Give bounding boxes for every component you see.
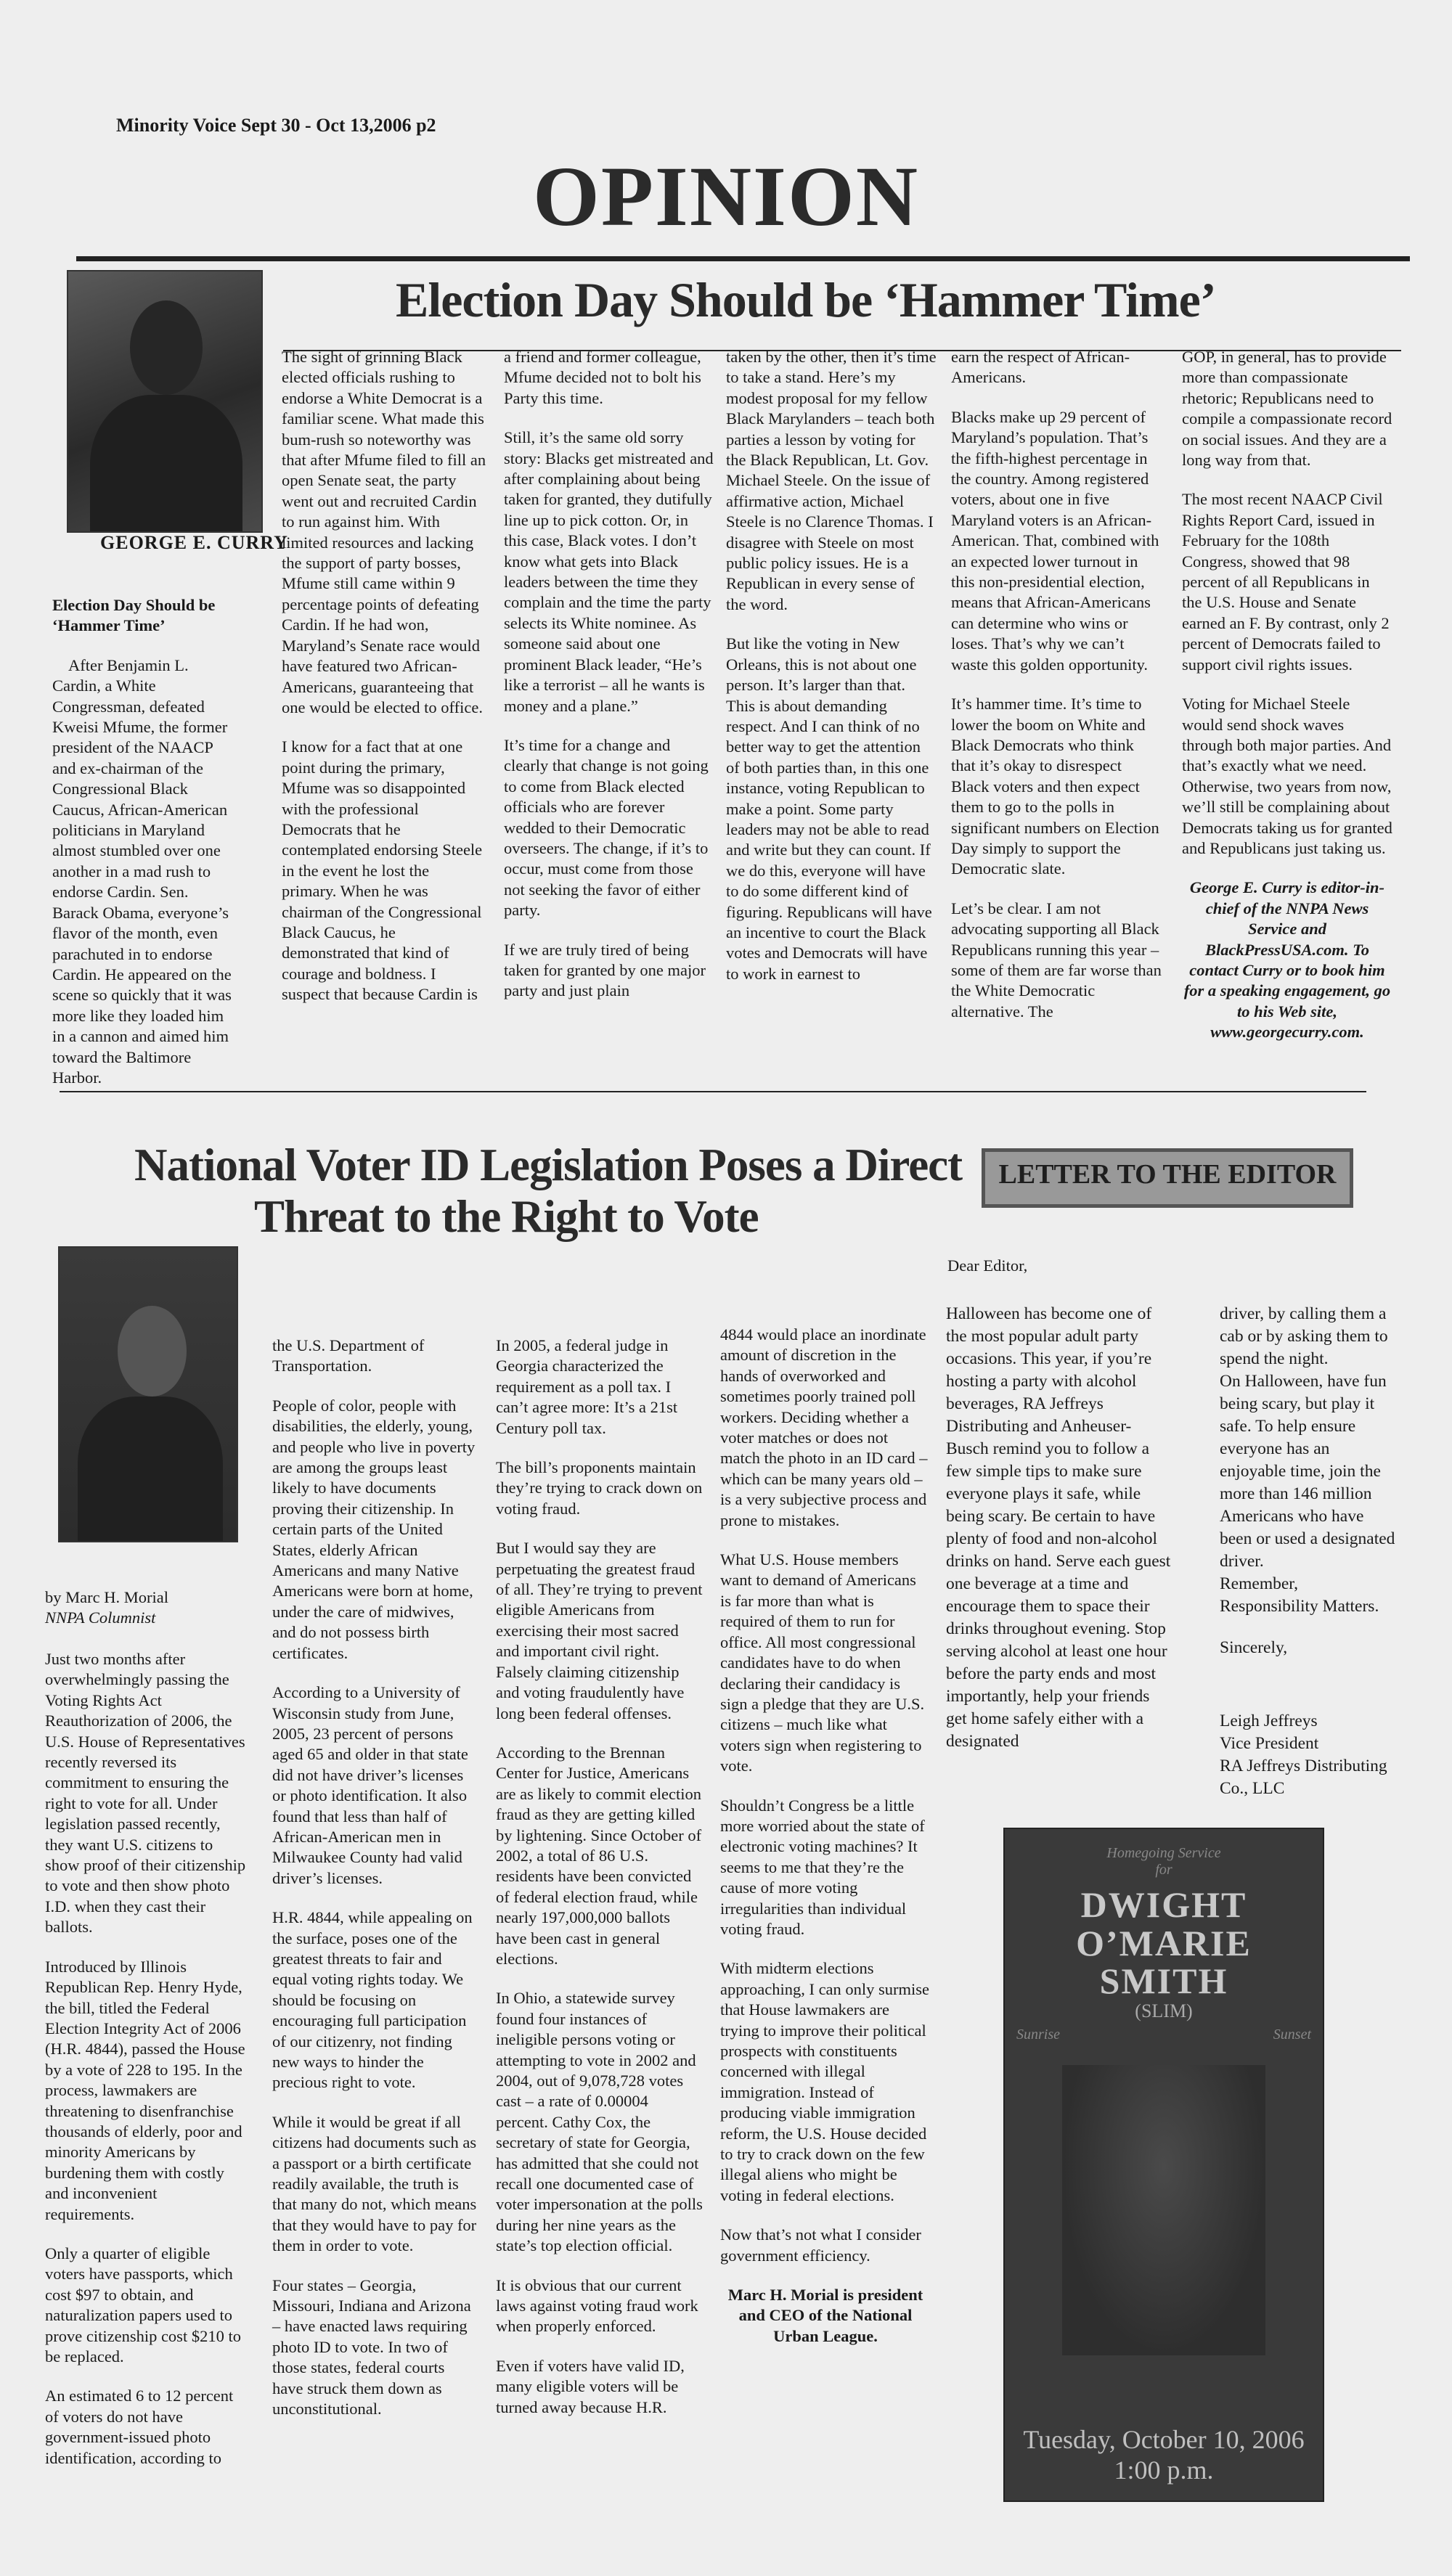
paragraph: driver, by calling them a cab or by asking them to spend the night. [1220, 1304, 1388, 1368]
paragraph: GOP, in general, has to provide more than compassionate rhetoric; Republicans need to compile a compassionate record on social issues. And they are a long way from that. [1182, 348, 1392, 470]
letter-salutation: Dear Editor, [947, 1256, 1028, 1275]
paragraph: Still, it’s the same old sorry story: Blacks get mistreated and after complaining about being taken for granted, they dutifully line up to pick cotton. Or, in this case, Black votes. I don’t know what gets into Black leaders between the time they complain and the time the party selects its White nominee. As someone said about one prominent Black leader, “He’s like a terrorist – all he wants is money and a plane.” [504, 428, 714, 715]
paragraph: Introduced by Illinois Republican Rep. Henry Hyde, the bill, titled the Federal Election Integrity Act of 2006 (H.R. 4844), passed the House by a vote of 228 to 195. In the process, lawmakers are threatening to disenfranchise thousands of elderly, poor and minority Americans by burdening them with costly and inconvenient requirements. [45, 1957, 245, 2223]
article-headline: Election Day Should be ‘Hammer Time’ [396, 272, 1216, 327]
paragraph: It’s time for a change and clearly that change is not going to come from Black elected officials who are forever wedded to their Democratic overseers. The change, if it’s to occur, must come from those not seeking the favor of either party. [504, 735, 709, 920]
paragraph: Only a quarter of eligible voters have passports, which cost $97 to obtain, and naturalization papers used to prove citizenship cost $210 to be replaced. [45, 2244, 241, 2366]
letter-section-label: LETTER TO THE EDITOR [982, 1148, 1353, 1208]
byline-role: NNPA Columnist [45, 1608, 156, 1627]
paragraph: The most recent NAACP Civil Rights Report Card, issued in February for the 108th Congress, showed that 98 percent of all Republicans in the U.S. House and Senate earned an F. By contrast, only 2 percent of Democrats failed to support civil rights issues. [1182, 490, 1390, 674]
paragraph: Halloween has become one of the most popular adult party occasions. This year, if you’re hosting a party with alcohol beverages, RA Jeffreys Distributing and Anheuser-Busch remind you to follow a few simple tips to make sure everyone plays it safe, while being scary. Be certain to have plenty of food and non-alcohol drinks on hand. Serve each guest one beverage at a time and encourage them to space their drinks throughout evening. Stop serving alcohol at least one hour before the party ends and most importantly, help your friends get home safely either with a designated [946, 1304, 1171, 1751]
author-photo-curry [67, 270, 263, 533]
section-divider [60, 1091, 1366, 1092]
column-kicker: Election Day Should be ‘Hammer Time’ [52, 596, 216, 635]
paragraph: taken by the other, then it’s time to take a stand. Here’s my modest proposal for my fellow Black Marylanders – teach both parties a lesson by voting for the Black Republican, Lt. Gov. Michael Steele. On the issue of affirmative action, Michael Steele is no Clarence Thomas. I disagree with Steele on most public policy issues. He is a Republican in every sense of the word. [726, 348, 937, 613]
paragraph: Remember, Responsibility Matters. [1220, 1574, 1379, 1616]
article-headline-line2: Threat to the Right to Vote [254, 1191, 759, 1242]
article-column [45, 1649, 247, 2487]
paragraph: After Benjamin L. Cardin, a White Congressman, defeated Kweisi Mfume, the former president of the NAACP and ex-chairman of the Congressional Black Caucus, African-American politicians in Maryland almost stumbled over one another in a mad rush to endorse Cardin. Sen. Barack Obama, everyone’s flavor of the month, even parachuted in to endorse Cardin. He appeared on the scene so quickly that it was more like they loaded him in a cannon and aimed him toward the Baltimore Harbor. [52, 655, 232, 1087]
paragraph: a friend and former colleague, Mfume decided not to bolt his Party this time. [504, 348, 701, 407]
issue-folio: Minority Voice Sept 30 - Oct 13,2006 p2 [116, 115, 436, 136]
byline-author: by Marc H. Morial [45, 1588, 168, 1606]
paragraph: If we are truly tired of being taken for granted by one major party and just plain [504, 940, 706, 1000]
author-caption: GEORGE E. CURRY [100, 532, 288, 553]
paragraph: But I would say they are perpetuating the greatest fraud of all. They’re trying to prevent eligible Americans from exercising their most sacred and important civil right. Falsely claiming citizenship and voting fraudulently have long been federal offenses. [496, 1539, 703, 1722]
article-column [52, 595, 234, 1107]
paragraph: Let’s be clear. I am not advocating supporting all Black Republicans running this year – some of them are far worse than the White Democratic alternative. The [951, 899, 1162, 1021]
paragraph: It’s hammer time. It’s time to lower the boom on White and Black Democrats who think that it’s okay to disrespect Black voters and then expect them to go to the polls in significant numbers on Election Day simply to support the Democratic slate. [951, 695, 1159, 878]
poster-nickname: (SLIM) [1135, 2000, 1193, 2021]
byline [45, 1587, 241, 1629]
letter-closing: Sincerely, [1220, 1638, 1288, 1657]
paragraph: H.R. 4844, while appealing on the surface, poses one of the greatest threats to fair and equal voting rights today. We should be focusing on encouraging full participation of our citizenry, not finding new ways to hinder the precious right to vote. [272, 1908, 473, 2092]
paragraph: Now that’s not what I consider government efficiency. [720, 2225, 921, 2265]
paragraph: On Halloween, have fun being scary, but play it safe. To help ensure everyone has an enjoyable time, join the more than 146 million Americans who have been or used a designated driver. [1220, 1372, 1395, 1571]
header-rule [76, 256, 1410, 261]
article-column [504, 347, 714, 1021]
paragraph: According to a University of Wisconsin study from June, 2005, 23 percent of persons aged 65 and older in that state did not have driver’s licenses or photo identification. It also found that less than half of African-American men in Milwaukee County had valid driver’s licenses. [272, 1683, 468, 1887]
letter-signature: Leigh Jeffreys [1220, 1712, 1318, 1730]
article-column [496, 1336, 703, 2437]
paragraph: The sight of grinning Black elected officials rushing to endorse a White Democrat is a familiar scene. What made this bum-rush so noteworthy was that after Mfume filed to fill an open Senate seat, the party went out and recruited Cardin to run against him. With limited resources and lacking the support of party bosses, Mfume still came within 9 percentage points of defeating Cardin. If he had won, Maryland’s Senate race would have featured two African-Americans, guaranteeing that one would be elected to office. [282, 348, 486, 716]
letter-column [1220, 1303, 1398, 1800]
paragraph: People of color, people with disabilities, the elderly, young, and people who live in poverty are among the groups least likely to have documents proving their citizenship. In certain parts of the United States, elderly African Americans and many Native Americans were born at home, under the care of midwives, and do not possess birth certificates. [272, 1396, 476, 1662]
paragraph: Voting for Michael Steele would send shock waves through both major parties. And that’s exactly what we need. Otherwise, two years from now, we’ll still be complaining about Democrats taking us for granted and Republicans just taking us. [1182, 695, 1392, 857]
paragraph: Blacks make up 29 percent of Maryland’s population. That’s the fifth-highest percentage in the country. Among registered voters, about one in five Maryland voters is an African-American. That, combined with an expected lower turnout in this non-presidential election, means that African-Americans can determine who wins or loses. That’s why we can’t waste this golden opportunity. [951, 407, 1159, 674]
article-column [951, 347, 1162, 1041]
poster-photo [1062, 2065, 1265, 2355]
paragraph: Even if voters have valid ID, many eligible voters will be turned away because H.R. [496, 2356, 685, 2416]
letter-column [946, 1303, 1171, 1772]
paragraph: In Ohio, a statewide survey found four instances of ineligible persons voting or attempting to vote in 2002 and 2004, out of 9,078,728 votes cast – a rate of 0.00004 percent. Cathy Cox, the secretary of state for Georgia, has admitted that she could not recall one documented case of voter impersonation at the polls during her nine years as the state’s top election official. [496, 1989, 703, 2255]
paragraph: An estimated 6 to 12 percent of voters do not have government-issued photo identification, according to [45, 2387, 234, 2467]
paragraph: Shouldn’t Congress be a little more worried about the state of electronic voting machines? It seems to me that they’re the cause of more voting irregularities than individual voting fraud. [720, 1796, 925, 1938]
article-column [726, 347, 937, 1003]
paragraph: But like the voting in New Orleans, this is not about one person. It’s larger than that. This is about demanding respect. And I can think of no better way to get the attention of both parties than, in this one instance, voting Republican to make a point. Some party leaders may not be able to read and write but they can count. If we do this, everyone will have to do some different kind of figuring. Republicans will have an incentive to court the Black votes and Democrats will have to work in earnest to [726, 634, 932, 983]
paragraph: It is obvious that our current laws against voting fraud work when properly enforced. [496, 2276, 698, 2336]
paragraph: I know for a fact that at one point during the primary, Mfume was so disappointed with the professional Democrats that he contemplated endorsing Steele in the event he lost the primary. When he was chairman of the Congressional Black Caucus, he demonstrated that kind of courage and boldness. I suspect that because Cardin is [282, 737, 483, 1004]
author-bio: George E. Curry is editor-in-chief of the NNPA News Service and BlackPressUSA.com. To contact Curry or to book him for a speaking engagement, go to his Web site, www.georgecurry.com. [1183, 878, 1391, 1042]
letter-signer-title: Vice President [1220, 1734, 1319, 1753]
poster-date: Tuesday, October 10, 2006 [1023, 2424, 1305, 2454]
paragraph: Just two months after overwhelmingly passing the Voting Rights Act Reauthorization of 2006, the U.S. House of Representatives recently reversed its commitment to ensuring the right to vote for all. Under legislation passed recently, they want U.S. citizens to show proof of their citizenship to vote and then show photo I.D. when they cast their ballots. [45, 1650, 246, 1937]
paragraph: the U.S. Department of Transportation. [272, 1336, 425, 1375]
memorial-notice [1003, 1828, 1324, 2502]
section-title: OPINION [533, 149, 919, 244]
poster-time: 1:00 p.m. [1114, 2455, 1214, 2485]
poster-heading-for: for [1155, 1862, 1172, 1878]
paragraph: The bill’s proponents maintain they’re trying to crack down on voting fraud. [496, 1458, 703, 1518]
poster-name-line2: SMITH [1099, 1960, 1228, 2001]
paragraph: Four states – Georgia, Missouri, Indiana and Arizona – have enacted laws requiring photo ID to vote. In two of those states, federal courts have struck them down as unconstitutional. [272, 2276, 471, 2418]
author-photo-morial [58, 1246, 238, 1542]
article-column [272, 1336, 479, 2439]
paragraph: While it would be great if all citizens had documents such as a passport or a birth certificate readily available, the truth is that many do not, which means that they would have to pay for them in order to vote. [272, 2112, 477, 2255]
paragraph: What U.S. House members want to demand of Americans is far more than what is required of them to run for office. All most congressional candidates have to do when declaring their candidacy is sign a pledge that they are U.S. citizens – much like what voters sign when registering to vote. [720, 1550, 925, 1775]
article-column [1182, 347, 1392, 1062]
paragraph: In 2005, a federal judge in Georgia characterized the requirement as a poll tax. I can’t agree more: It’s a 21st Century poll tax. [496, 1336, 678, 1437]
paragraph: According to the Brennan Center for Justice, Americans are as likely to commit election fraud as they are getting killed by lightening. Since October of 2002, a total of 86 U.S. residents have been convicted of federal election fraud, while nearly 197,000,000 ballots have been cast in general elections. [496, 1743, 702, 1968]
paragraph: earn the respect of African-Americans. [951, 348, 1130, 387]
poster-sunset: Sunset [1273, 2026, 1311, 2043]
paragraph: 4844 would place an inordinate amount of discretion in the hands of overworked and sometimes poorly trained poll workers. Deciding whether a voter matches or does not match the photo in an ID card – which can be many years old – is a very subjective process and prone to mistakes. [720, 1325, 928, 1529]
paragraph: With midterm elections approaching, I can only surmise that House lawmakers are trying to improve their political prospects with constituents concerned with illegal immigration. Instead of producing viable immigration reform, the U.S. House decided to try to crack down on the few illegal aliens who might be voting in federal elections. [720, 1959, 930, 2204]
poster-name-line1: DWIGHT O’MARIE [1076, 1884, 1252, 1963]
poster-heading: Homegoing Service [1106, 1845, 1221, 1861]
article-column [282, 347, 486, 1024]
letter-signer-company: RA Jeffreys Distributing Co., LLC [1220, 1757, 1387, 1798]
article-headline-line1: National Voter ID Legislation Poses a Direct [134, 1140, 963, 1190]
poster-sunrise: Sunrise [1016, 2026, 1060, 2043]
article-column [720, 1325, 931, 2366]
author-bio: Marc H. Morial is president and CEO of the National Urban League. [727, 2286, 923, 2345]
